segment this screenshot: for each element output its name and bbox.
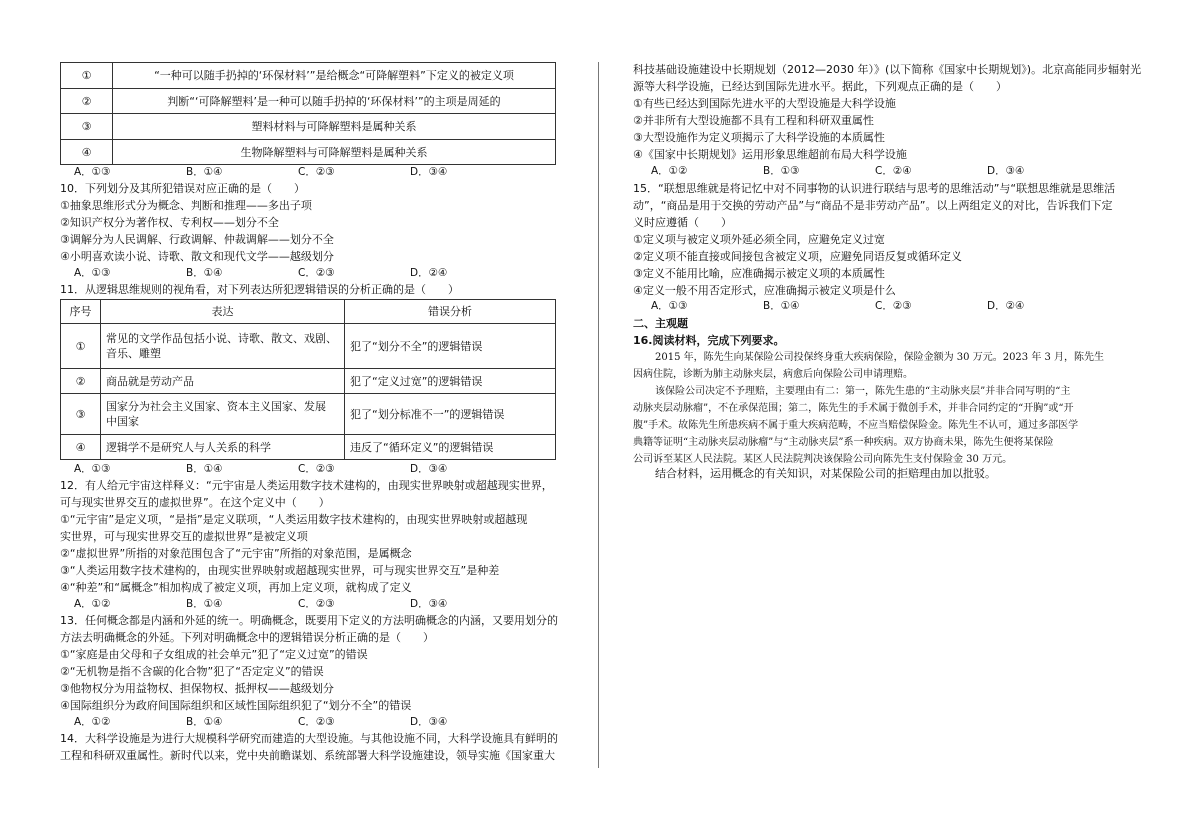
q10-item: ②知识产权分为著作权、专利权——划分不全 — [60, 216, 279, 229]
row-expression — [101, 369, 345, 394]
q10-stem: 10．下列划分及其所犯错误对应正确的是（ ） — [60, 182, 305, 195]
row-number: ① — [61, 324, 101, 369]
q12-line: ④“种差”和“属概念”相加构成了被定义项，再加上定义项，就构成了定义 — [60, 581, 412, 594]
q16-requirement: 结合材料，运用概念的有关知识，对某保险公司的拒赔理由加以批驳。 — [655, 467, 996, 480]
row-expression — [101, 435, 345, 460]
q13-line: 方法去明确概念的外延。下列对明确概念中的逻辑错误分析正确的是（ ） — [60, 631, 434, 644]
row-number: ④ — [61, 435, 101, 460]
q13-line: 13．任何概念都是内涵和外延的统一。明确概念，既要用下定义的方法明确概念的内涵，又要用划分的 — [60, 614, 558, 627]
option-d[interactable]: D．②④ — [410, 267, 448, 279]
option-c[interactable]: C．②③ — [875, 300, 912, 312]
option-c[interactable]: C．②④ — [875, 165, 912, 177]
row-statement: 塑料材料与可降解塑料是属种关系 — [113, 114, 556, 140]
q14-line: 科技基础设施建设中长期规划（2012—2030 年）》(以下简称《国家中长期规划》)。北京高能同步辐射光 — [633, 63, 1142, 76]
q14-item: ①有些已经达到国际先进水平的大型设施是大科学设施 — [633, 97, 896, 110]
q12-line: ③“人类运用数字技术建构的，由现实世界映射或超越现实世界，可与现实世界交互”是种差 — [60, 564, 500, 577]
expression-line: 音乐、雕塑 — [106, 347, 161, 360]
row-number: ② — [61, 89, 113, 114]
q13-line: ①“家庭是由父母和子女组成的社会单元”犯了“定义过宽”的错误 — [60, 648, 368, 661]
q14-item: ④《国家中长期规划》运用形象思维超前布局大科学设施 — [633, 148, 907, 161]
expression-line: 商品就是劳动产品 — [106, 374, 194, 388]
q13-line: ③他物权分为用益物权、担保物权、抵押权——越级划分 — [60, 682, 334, 695]
option-b[interactable]: B．①④ — [186, 166, 223, 178]
q15-line: 15．“联想思维就是将记忆中对不同事物的认识进行联结与思考的思维活动”与“联想思维就是思维活 — [633, 182, 1116, 195]
option-c[interactable]: C．②③ — [298, 598, 335, 610]
q14-line: 工程和科研双重属性。新时代以来，党中央前瞻谋划、系统部署大科学设施建设，领导实施《国家重大 — [60, 749, 555, 762]
table-row — [61, 89, 556, 114]
option-b[interactable]: B．①④ — [186, 598, 223, 610]
row-analysis: 犯了“划分不全”的逻辑错误 — [345, 324, 556, 369]
option-c[interactable]: C．②③ — [298, 463, 335, 475]
option-a[interactable]: A．①③ — [74, 463, 111, 475]
header-analysis: 错误分析 — [345, 300, 556, 324]
material-line: 腹”手术。故陈先生所患疾病不属于重大疾病范畴，不应当赔偿保险金。陈先生不认可，通过多部医学 — [633, 420, 1079, 431]
q12-line: 实世界，可与现实世界交互的虚拟世界”是被定义项 — [60, 530, 308, 543]
option-c[interactable]: C．②③ — [298, 267, 335, 279]
table-header-row — [61, 300, 556, 324]
q9-table — [60, 62, 556, 165]
option-d[interactable]: D．③④ — [410, 598, 448, 610]
row-statement: 判断“‘可降解塑料’是一种可以随手扔掉的‘环保材料’”的主项是周延的 — [113, 89, 556, 114]
q15-item: ②定义项不能直接或间接包含被定义项，应避免同语反复或循环定义 — [633, 250, 962, 263]
q14-line: 14．大科学设施是为进行大规模科学研究而建造的大型设施。与其他设施不同，大科学设施具有鲜明的 — [60, 732, 558, 745]
expression-line: 中国家 — [106, 415, 139, 428]
row-number: ③ — [61, 394, 101, 435]
q15-line: 义时应遵循（ ） — [633, 216, 732, 229]
row-number: ③ — [61, 114, 113, 140]
column-divider — [598, 62, 599, 768]
option-a[interactable]: A．①③ — [651, 300, 688, 312]
table-row — [61, 394, 556, 435]
q15-line: 动”，“商品是用于交换的劳动产品”与“商品不是非劳动产品”。以上两组定义的对比，告诉我们下定 — [633, 199, 1113, 212]
row-statement: 生物降解塑料与可降解塑料是属种关系 — [113, 140, 556, 165]
option-d[interactable]: D．③④ — [410, 166, 448, 178]
option-a[interactable]: A．①③ — [74, 166, 111, 178]
q15-item: ①定义项与被定义项外延必须全同，应避免定义过宽 — [633, 233, 885, 246]
option-d[interactable]: D．②④ — [987, 300, 1025, 312]
option-a[interactable]: A．①② — [74, 598, 111, 610]
table-row — [61, 324, 556, 369]
option-a[interactable]: A．①③ — [74, 267, 111, 279]
q14-line: 源等大科学设施，已经达到国际先进水平。据此，下列观点正确的是（ ） — [633, 80, 1007, 93]
row-expression — [101, 324, 345, 369]
q13-line: ④国际组织分为政府间国际组织和区域性国际组织犯了“划分不全”的错误 — [60, 699, 412, 712]
option-c[interactable]: C．②③ — [298, 716, 335, 728]
option-b[interactable]: B．①④ — [186, 716, 223, 728]
material-line: 2015 年，陈先生向某保险公司投保终身重大疾病保险，保险金额为 30 万元。2023 年 3 月，陈先生 — [655, 352, 1105, 363]
q15-item: ③定义不能用比喻，应准确揭示被定义项的本质属性 — [633, 267, 885, 280]
material-line: 因病住院，诊断为肺主动脉夹层，病愈后向保险公司申请理赔。 — [633, 369, 913, 380]
material-line: 该保险公司决定不予理赔，主要理由有二：第一，陈先生患的“主动脉夹层”并非合同写明的“主 — [655, 386, 1071, 397]
row-number: ② — [61, 369, 101, 394]
q16-title: 16.阅读材料，完成下列要求。 — [633, 334, 785, 347]
row-analysis: 犯了“定义过宽”的逻辑错误 — [345, 369, 556, 394]
expression-line: 逻辑学不是研究人与人关系的科学 — [106, 440, 271, 454]
row-expression — [101, 394, 345, 435]
q14-item: ②并非所有大型设施都不具有工程和科研双重属性 — [633, 114, 874, 127]
option-b[interactable]: B．①③ — [763, 165, 800, 177]
q11-stem: 11．从逻辑思维规则的视角看，对下列表达所犯逻辑错误的分析正确的是（ ） — [60, 283, 459, 296]
q14-item: ③大型设施作为定义项揭示了大科学设施的本质属性 — [633, 131, 885, 144]
option-b[interactable]: B．①④ — [186, 267, 223, 279]
option-d[interactable]: D．③④ — [410, 716, 448, 728]
expression-line: 国家分为社会主义国家、资本主义国家、发展 — [106, 400, 326, 413]
expression-line: 常见的文学作品包括小说、诗歌、散文、戏剧、 — [106, 332, 337, 345]
q10-item: ③调解分为人民调解、行政调解、仲裁调解——划分不全 — [60, 233, 334, 246]
option-c[interactable]: C．②③ — [298, 166, 335, 178]
q12-line: 12．有人给元宇宙这样释义：“元宇宙是人类运用数字技术建构的，由现实世界映射或超越现实世界， — [60, 479, 553, 492]
section-heading: 二、主观题 — [633, 317, 688, 330]
row-statement: “一种可以随手扔掉的‘环保材料’”是给概念“可降解塑料”下定义的被定义项 — [113, 63, 556, 89]
q12-line: ①“元宇宙”是定义项，“是指”是定义联项，“人类运用数字技术建构的，由现实世界映射或超越现 — [60, 513, 528, 526]
header-number: 序号 — [61, 300, 101, 324]
row-number: ① — [61, 63, 113, 89]
q10-item: ①抽象思维形式分为概念、判断和推理——多出子项 — [60, 199, 312, 212]
row-number: ④ — [61, 140, 113, 165]
header-expression: 表达 — [101, 300, 345, 324]
option-b[interactable]: B．①④ — [186, 463, 223, 475]
option-a[interactable]: A．①② — [651, 165, 688, 177]
material-line: 典籍等证明“主动脉夹层动脉瘤”与“主动脉夹层”系一种疾病。双方协商未果，陈先生便将某保险 — [633, 437, 1054, 448]
option-d[interactable]: D．③④ — [987, 165, 1025, 177]
option-a[interactable]: A．①② — [74, 716, 111, 728]
material-line: 公司诉至某区人民法院。某区人民法院判决该保险公司向陈先生支付保险金 30 万元。 — [633, 454, 1013, 465]
q13-line: ②“无机物是指不含碳的化合物”犯了“否定定义”的错误 — [60, 665, 324, 678]
q15-item: ④定义一般不用否定形式，应准确揭示被定义项是什么 — [633, 284, 896, 297]
table-row — [61, 114, 556, 140]
q12-line: 可与现实世界交互的虚拟世界”。在这个定义中（ ） — [60, 496, 330, 509]
table-row — [61, 435, 556, 460]
table-row — [61, 369, 556, 394]
q12-line: ②“虚拟世界”所指的对象范围包含了“元宇宙”所指的对象范围，是属概念 — [60, 547, 412, 560]
row-analysis: 违反了“循环定义”的逻辑错误 — [345, 435, 556, 460]
q10-item: ④小明喜欢读小说、诗歌、散文和现代文学——越级划分 — [60, 250, 334, 263]
q11-table — [60, 299, 556, 460]
table-row — [61, 63, 556, 89]
material-line: 动脉夹层动脉瘤”，不在承保范围；第二，陈先生的手术属于微创手术，并非合同约定的“开胸”或“开 — [633, 403, 1074, 414]
option-d[interactable]: D．③④ — [410, 463, 448, 475]
table-row — [61, 140, 556, 165]
row-analysis: 犯了“划分标准不一”的逻辑错误 — [345, 394, 556, 435]
option-b[interactable]: B．①④ — [763, 300, 800, 312]
